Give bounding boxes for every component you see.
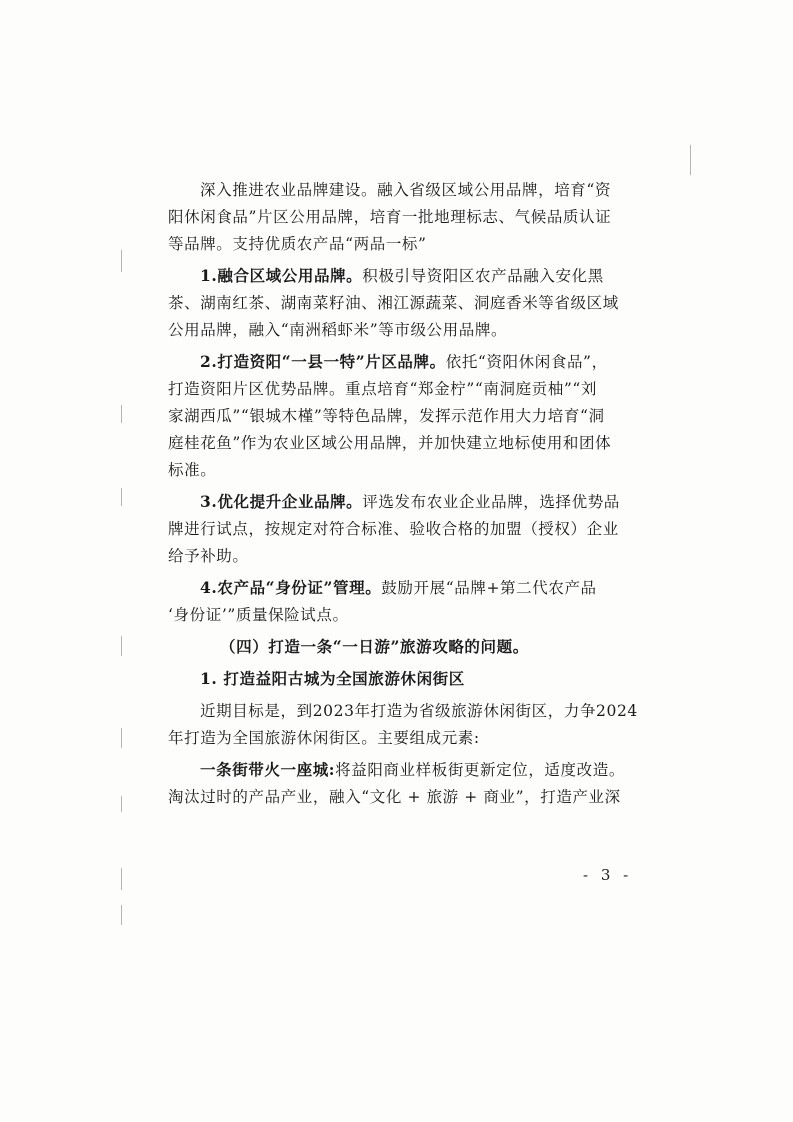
paragraph-line: ‘身份证’”质量保险试点。 [168, 606, 349, 624]
paragraph-line [168, 352, 630, 372]
body-text [168, 180, 638, 807]
paragraph-line [168, 492, 630, 512]
paragraph-line: 阳休闲食品”片区公用品牌，培育一批地理标志、气候品质认证 [168, 208, 612, 226]
paragraph-line: 公用品牌，融入“南洲稻虾米”等市级公用品牌。 [168, 321, 508, 339]
paragraph-text: 积极引导资阳区农产品融入安化黑 [362, 267, 604, 285]
paragraph-line [168, 760, 630, 780]
scan-mark [121, 905, 122, 925]
scan-mark [121, 488, 122, 506]
scan-mark [121, 636, 122, 656]
scan-mark [690, 145, 691, 175]
paragraph-lead-heading: 3.优化提升企业品牌。 [200, 492, 363, 511]
paragraph-line: 牌进行试点，按规定对符合标准、验收合格的加盟（授权）企业 [168, 520, 619, 538]
paragraph-lead-heading: 4.农产品“身份证”管理。 [200, 578, 382, 597]
paragraph-line: 等品牌。支持优质农产品“两品一标” [168, 235, 427, 253]
paragraph-lead-heading: 1.融合区域公用品牌。 [200, 266, 363, 285]
paragraph-text: 将益阳商业样板街更新定位，适度改造。 [335, 761, 625, 779]
paragraph-line: 标准。 [168, 461, 217, 479]
section-heading: （四）打造一条“一日游”旅游攻略的问题。 [220, 637, 529, 656]
paragraph-text: 评选发布农业企业品牌，选择优势品 [362, 493, 620, 511]
page-number: - 3 - [583, 866, 633, 884]
paragraph-text: 鼓励开展“品牌+第二代农产品 [381, 579, 597, 597]
scan-mark [121, 250, 122, 272]
paragraph-line: 打造资阳片区优势品牌。重点培育“郑金柠”“南洞庭贡柚”“刘 [168, 380, 598, 398]
paragraph-text: 依托“资阳休闲食品”， [445, 353, 608, 371]
paragraph-lead-heading: 一条街带火一座城: [200, 760, 336, 779]
paragraph-line: 家湖西瓜”“银城木槿”等特色品牌，发挥示范作用大力培育“洞 [168, 407, 605, 425]
paragraph-line: 深入推进农业品牌建设。融入省级区域公用品牌，培育“资 [200, 181, 612, 199]
scan-mark [121, 405, 122, 423]
scan-mark [121, 796, 122, 812]
paragraph-lead-heading: 2.打造资阳“一县一特”片区品牌。 [200, 352, 446, 371]
scan-mark [121, 868, 122, 890]
paragraph-line: 年打造为全国旅游休闲街区。主要组成元素: [168, 729, 480, 747]
paragraph-line: 给予补助。 [168, 547, 249, 565]
paragraph-line [168, 266, 630, 286]
paragraph-line: 近期目标是，到2023年打造为省级旅游休闲街区，力争2024 [200, 702, 638, 720]
paragraph-line [168, 578, 630, 598]
subheading: 1. 打造益阳古城为全国旅游休闲街区 [200, 669, 465, 688]
scan-mark [121, 728, 122, 748]
paragraph-line: 茶、湖南红茶、湖南菜籽油、湘江源蔬菜、洞庭香米等省级区域 [168, 294, 619, 312]
paragraph-line: 庭桂花鱼”作为农业区域公用品牌，并加快建立地标使用和团体 [168, 434, 612, 452]
paragraph-line: 淘汰过时的产品产业，融入“文化 + 旅游 + 商业”，打造产业深 [168, 788, 621, 806]
